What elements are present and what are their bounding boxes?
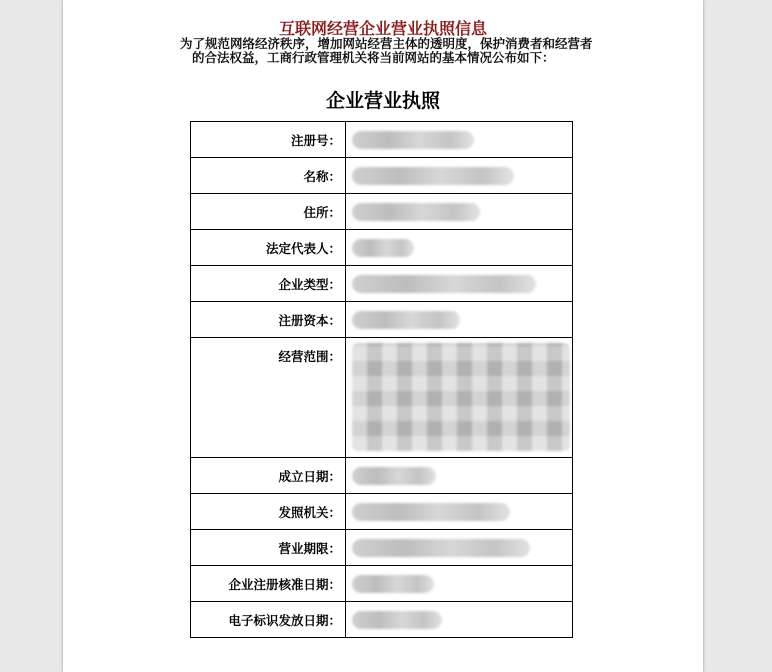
table-row — [191, 602, 573, 638]
notice-line-2: 的合法权益，工商行政管理机关将当前网站的基本情况公布如下： — [192, 50, 555, 65]
table-row — [191, 530, 573, 566]
field-value-business-scope — [346, 338, 573, 458]
field-label-registration-number: 注册号： — [191, 122, 346, 158]
field-value-issuing-authority — [346, 494, 573, 530]
field-label-registered-capital: 注册资本： — [191, 302, 346, 338]
redacted-value — [352, 611, 442, 629]
notice-line-1: 为了规范网络经济秩序，增加网站经营主体的透明度，保护消费者和经营者 — [180, 36, 593, 51]
redacted-value — [352, 167, 514, 185]
table-row — [191, 458, 573, 494]
table-row — [191, 122, 573, 158]
field-label-address: 住所： — [191, 194, 346, 230]
table-row — [191, 566, 573, 602]
redacted-value — [352, 503, 510, 521]
table-row — [191, 494, 573, 530]
table-row — [191, 338, 573, 458]
redacted-value — [352, 575, 434, 593]
document-page — [63, 0, 703, 672]
redacted-value — [352, 467, 436, 485]
table-row — [191, 194, 573, 230]
field-label-approval-date: 企业注册核准日期： — [191, 566, 346, 602]
field-value-address — [346, 194, 573, 230]
field-value-registered-capital — [346, 302, 573, 338]
field-value-registration-number — [346, 122, 573, 158]
redacted-value — [352, 131, 474, 149]
license-title: 企业营业执照 — [325, 90, 440, 112]
field-value-established-date — [346, 458, 573, 494]
notice-text — [180, 37, 600, 65]
redacted-value — [352, 311, 460, 329]
field-value-name — [346, 158, 573, 194]
field-label-established-date: 成立日期： — [191, 458, 346, 494]
page-title: 互联网经营企业营业执照信息 — [278, 19, 487, 38]
field-value-e-identity-date — [346, 602, 573, 638]
license-table — [190, 121, 573, 638]
field-label-business-term: 营业期限： — [191, 530, 346, 566]
field-label-company-type: 企业类型： — [191, 266, 346, 302]
table-row — [191, 158, 573, 194]
table-row — [191, 266, 573, 302]
field-label-name: 名称： — [191, 158, 346, 194]
field-value-approval-date — [346, 566, 573, 602]
redacted-value — [352, 539, 530, 557]
field-label-business-scope: 经营范围： — [191, 338, 346, 458]
redacted-value — [352, 203, 480, 221]
field-value-business-term — [346, 530, 573, 566]
table-row — [191, 230, 573, 266]
field-value-legal-representative — [346, 230, 573, 266]
table-row — [191, 302, 573, 338]
redacted-value — [352, 343, 570, 451]
field-label-legal-representative: 法定代表人： — [191, 230, 346, 266]
redacted-value — [352, 275, 536, 293]
field-label-e-identity-date: 电子标识发放日期： — [191, 602, 346, 638]
field-value-company-type — [346, 266, 573, 302]
redacted-value — [352, 239, 414, 257]
field-label-issuing-authority: 发照机关： — [191, 494, 346, 530]
